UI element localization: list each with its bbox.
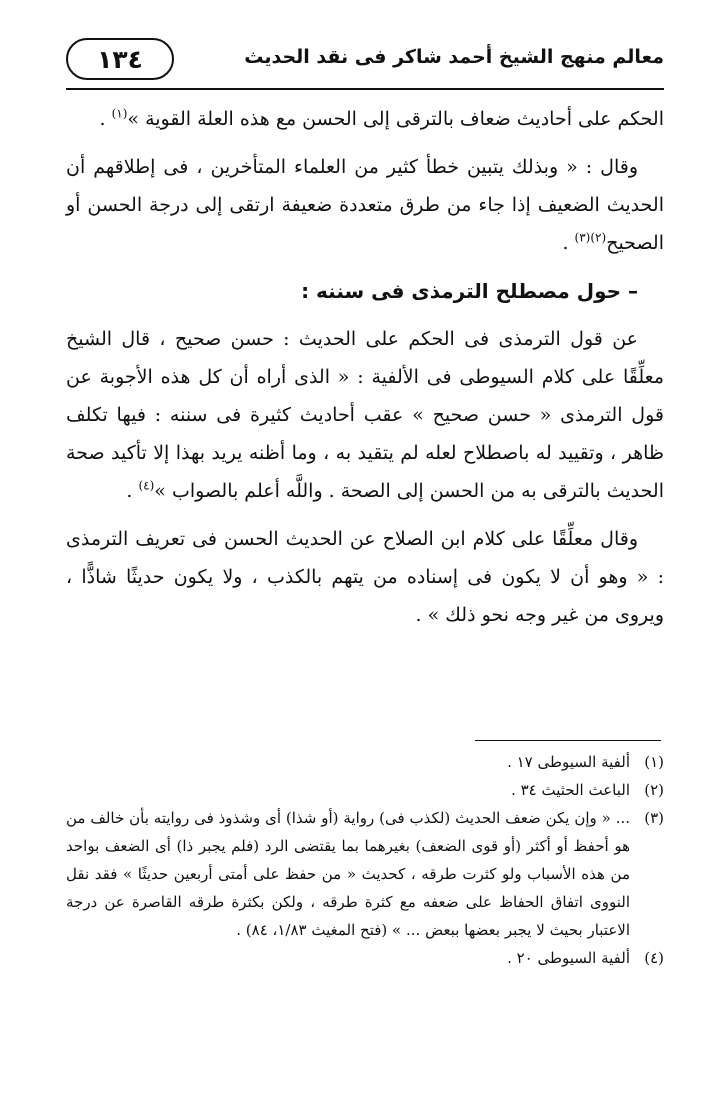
- paragraph-1-text: الحكم على أحاديث ضعاف بالترقى إلى الحسن مع هذه العلة القوية »: [127, 108, 664, 130]
- paragraph-1: [66, 100, 664, 138]
- footnote: [66, 944, 664, 972]
- paragraph-4-text: وقال معلِّقًا على كلام ابن الصلاح عن الحديث الحسن فى تعريف الترمذى : « وهو أن لا يكون فى إسناده من يتهم بالكذب ، ولا يكون حديثًا شاذًّا ، ويروى من غير وجه نحو ذلك » .: [66, 528, 664, 626]
- footnote-marker: (٤): [644, 949, 664, 967]
- running-title: معالم منهج الشيخ أحمد شاكر فى نقد الحديث: [244, 46, 664, 68]
- paragraph-2-tail: .: [562, 232, 575, 254]
- paragraph-2-text: وقال : « وبذلك يتبين خطأ كثير من العلماء المتأخرين ، فى إطلاقهم أن الحديث الضعيف إذا جاء من طرق متعددة ضعيفة ارتقى إلى درجة الحسن أو الصحيح: [66, 156, 664, 254]
- running-header: [66, 38, 664, 82]
- footnote-marker: (٢): [644, 781, 664, 799]
- paragraph-3: [66, 320, 664, 510]
- header-divider: [66, 88, 664, 90]
- footnote-text: ألفية السيوطى ١٧ .: [507, 753, 630, 771]
- section-heading: – حول مصطلح الترمذى فى سننه :: [301, 279, 638, 303]
- footnotes: [66, 748, 664, 972]
- footnote-divider: [475, 740, 661, 741]
- footnote-text: ألفية السيوطى ٢٠ .: [507, 949, 630, 967]
- paragraph-3-tail: .: [126, 480, 139, 502]
- footnote-ref-2-3[interactable]: (٢)(٣): [574, 230, 607, 245]
- footnote-text: ... « وإن يكن ضعف الحديث (لكذب فى) رواية (أو شذا) أى وشذوذ فى روايته بأن خالف من هو أحفظ أو أكثر (أو قوى الضعف) بغيرهما بما يقتضى الرد (فلم يجبر ذا) أى الضعف بواحد من هذه الأسباب ولو كثرت طرقه ، كحديث « من حفظ على أمتى أربعين حديثًا » فقد نقل النووى اتفاق الحفاظ على ضعفه مع كثرة طرقه ، ولكن بكثرة طرقه القاصرة عن درجة الاعتبار بحيث لا يجبر بعضها ببعض ... » (فتح المغيث ١/٨٣، ٨٤) .: [66, 809, 630, 939]
- footnote-marker: (٣): [644, 809, 664, 827]
- page-number: ١٣٤: [66, 38, 174, 80]
- footnote-text: الباعث الحثيث ٣٤ .: [511, 781, 630, 799]
- main-text: [66, 100, 664, 644]
- paragraph-2: [66, 148, 664, 262]
- footnote-marker: (١): [644, 753, 664, 771]
- footnote: [66, 804, 664, 944]
- footnote-ref-1[interactable]: (١): [111, 106, 128, 121]
- paragraph-3-text: عن قول الترمذى فى الحكم على الحديث : حسن صحيح ، قال الشيخ معلِّقًا على كلام السيوطى فى الألفية : « الذى أراه أن كل هذه الأجوبة عن قول الترمذى « حسن صحيح » عقب أحاديث كثيرة فى سننه : فيها تكلف ظاهر ، وتقييد له باصطلاح لعله لم يتقيد به ، وما أظنه يريد بهذا إلا تأكيد صحة الحديث بالترقى به من الحسن إلى الصحة . واللَّه أعلم بالصواب »: [66, 328, 664, 502]
- paragraph-1-tail: .: [99, 108, 112, 130]
- paragraph-4: [66, 520, 664, 634]
- footnote-ref-4[interactable]: (٤): [138, 478, 155, 493]
- footnote: [66, 748, 664, 776]
- footnote: [66, 776, 664, 804]
